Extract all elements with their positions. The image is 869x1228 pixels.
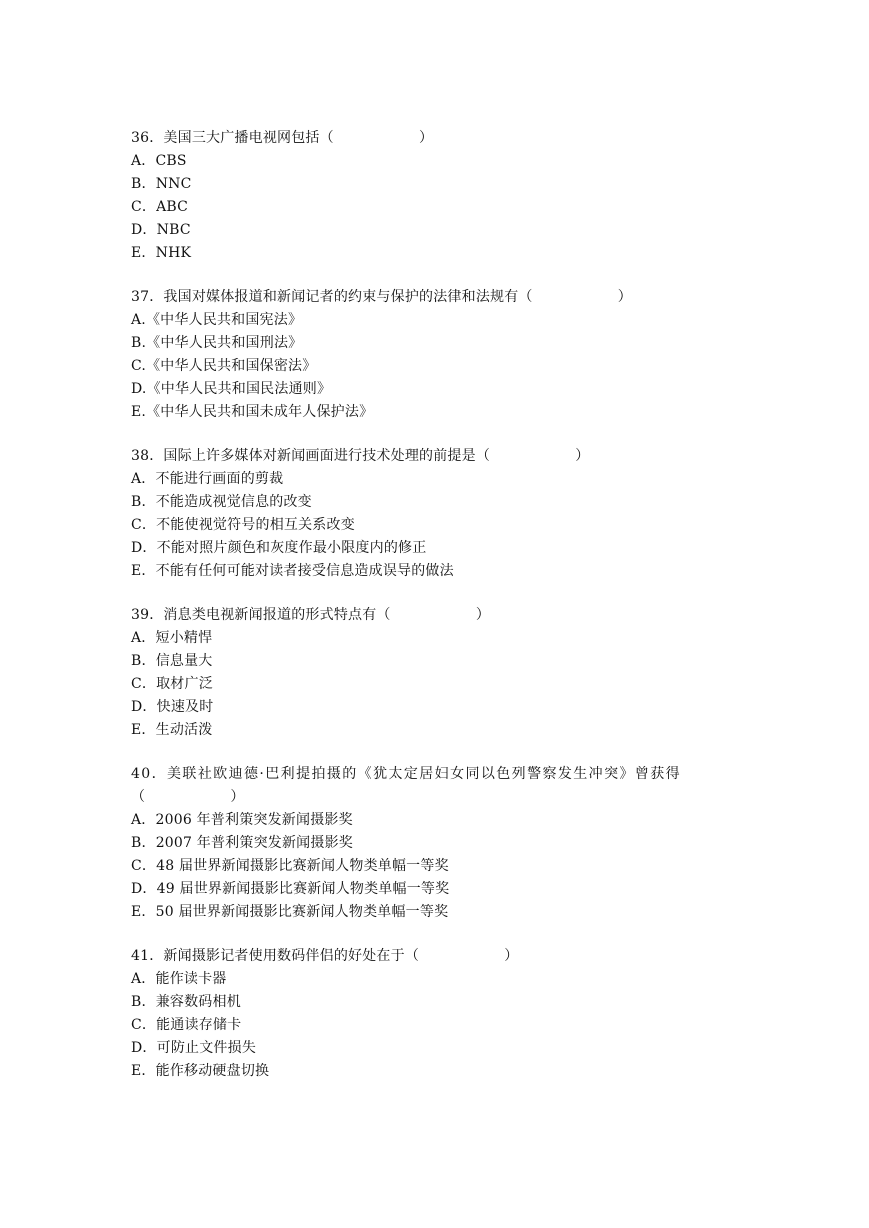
question-stem: 36．美国三大广播电视网包括（ ）	[131, 130, 434, 146]
option-d: D．49 届世界新闻摄影比赛新闻人物类单幅一等奖	[131, 881, 450, 897]
option-a: A．不能进行画面的剪裁	[131, 471, 284, 487]
option-c: C．不能使视觉符号的相互关系改变	[131, 517, 355, 533]
question-stem-continuation: （ ）	[131, 789, 245, 805]
question-stem: 37．我国对媒体报道和新闻记者的约束与保护的法律和法规有（ ）	[131, 289, 633, 305]
option-c: C．能通读存储卡	[131, 1017, 242, 1033]
option-e: E．生动活泼	[131, 722, 213, 738]
option-a: A．CBS	[131, 153, 187, 169]
question-39	[131, 604, 751, 742]
question-36	[131, 127, 751, 265]
option-d: D.《中华人民共和国民法通则》	[131, 381, 332, 397]
option-a: A．短小精悍	[131, 630, 213, 646]
option-e: E．50 届世界新闻摄影比赛新闻人物类单幅一等奖	[131, 904, 449, 920]
question-37	[131, 286, 751, 424]
option-a: A．2006 年普利策突发新闻摄影奖	[131, 812, 353, 828]
option-c: C．48 届世界新闻摄影比赛新闻人物类单幅一等奖	[131, 858, 449, 874]
option-a: A．能作读卡器	[131, 971, 227, 987]
option-c: C．ABC	[131, 199, 189, 215]
option-b: B．NNC	[131, 176, 192, 192]
question-stem: 41．新闻摄影记者使用数码伴侣的好处在于（ ）	[131, 948, 519, 964]
question-stem: 39．消息类电视新闻报道的形式特点有（ ）	[131, 607, 491, 623]
option-e: E．NHK	[131, 245, 192, 261]
option-e: E．不能有任何可能对读者接受信息造成误导的做法	[131, 563, 454, 579]
option-d: D．不能对照片颜色和灰度作最小限度内的修正	[131, 540, 427, 556]
option-c: C.《中华人民共和国保密法》	[131, 358, 317, 374]
question-stem: 38．国际上许多媒体对新闻画面进行技术处理的前提是（ ）	[131, 448, 590, 464]
option-e: E.《中华人民共和国未成年人保护法》	[131, 404, 374, 420]
option-d: D．NBC	[131, 222, 191, 238]
option-a: A.《中华人民共和国宪法》	[131, 312, 303, 328]
option-b: B．兼容数码相机	[131, 994, 241, 1010]
question-stem: 40．美联社欧迪德·巴利提拍摄的《犹太定居妇女同以色列警察发生冲突》曾获得	[131, 766, 682, 782]
option-b: B．不能造成视觉信息的改变	[131, 494, 312, 510]
option-b: B.《中华人民共和国刑法》	[131, 335, 303, 351]
question-40	[131, 763, 751, 924]
question-38	[131, 445, 751, 583]
option-b: B．信息量大	[131, 653, 213, 669]
option-d: D．可防止文件损失	[131, 1040, 257, 1056]
option-d: D．快速及时	[131, 699, 214, 715]
option-b: B．2007 年普利策突发新闻摄影奖	[131, 835, 353, 851]
option-c: C．取材广泛	[131, 676, 213, 692]
option-e: E．能作移动硬盘切换	[131, 1063, 270, 1079]
question-41	[131, 945, 751, 1083]
